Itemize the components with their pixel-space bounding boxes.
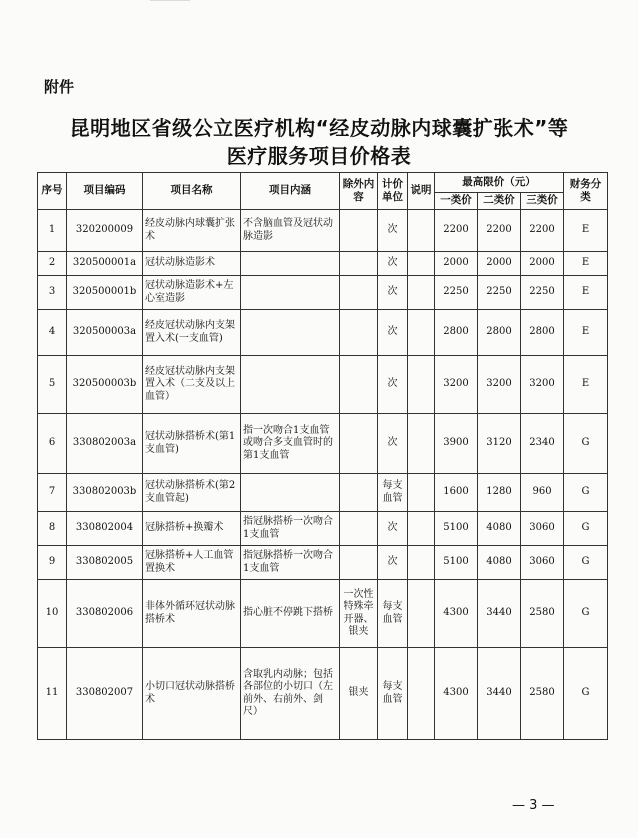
cell-code: 320200009 — [67, 210, 143, 252]
cell-price-class3: 2340 — [521, 414, 564, 474]
cell-price-class3: 960 — [521, 474, 564, 512]
cell-price-class3: 2250 — [521, 276, 564, 310]
cell-price-class3: 2580 — [521, 580, 564, 648]
cell-price-class1: 2200 — [435, 210, 478, 252]
cell-price-class3: 3060 — [521, 512, 564, 546]
cell-unit: 每支血管 — [378, 648, 408, 740]
cell-price-class2: 3200 — [478, 356, 521, 414]
cell-content — [241, 474, 340, 512]
table-row — [38, 546, 608, 580]
cell-finance: G — [564, 648, 608, 740]
header-max-price: 最高限价（元） — [435, 173, 564, 193]
table-row — [38, 580, 608, 648]
attachment-label: 附件 — [44, 78, 75, 96]
cell-price-class2: 3440 — [478, 648, 521, 740]
cell-content: 指一次吻合1支血管或吻合多支血管时的第1支血管 — [241, 414, 340, 474]
cell-content: 指心脏不停跳下搭桥 — [241, 580, 340, 648]
cell-finance: G — [564, 580, 608, 648]
cell-finance: E — [564, 276, 608, 310]
header-unit: 计价单位 — [378, 173, 408, 210]
cell-code: 320500003b — [67, 356, 143, 414]
cell-code: 330802007 — [67, 648, 143, 740]
cell-price-class3: 2200 — [521, 210, 564, 252]
cell-name: 冠脉搭桥+换瓣术 — [143, 512, 241, 546]
cell-unit: 次 — [378, 356, 408, 414]
cell-name: 冠状动脉造影术 — [143, 252, 241, 276]
price-table — [37, 172, 608, 740]
cell-name: 经皮冠状动脉内支架置入术(一支血管) — [143, 310, 241, 356]
cell-finance: E — [564, 210, 608, 252]
table-row — [38, 648, 608, 740]
cell-exclusion — [340, 546, 378, 580]
cell-price-class1: 4300 — [435, 648, 478, 740]
table-row — [38, 210, 608, 252]
cell-seq: 6 — [38, 414, 67, 474]
cell-exclusion: 一次性特殊牵开器、银夹 — [340, 580, 378, 648]
cell-exclusion — [340, 474, 378, 512]
cell-price-class2: 2800 — [478, 310, 521, 356]
cell-code: 320500003a — [67, 310, 143, 356]
header-content: 项目内涵 — [241, 173, 340, 210]
cell-name: 冠脉搭桥+人工血管置换术 — [143, 546, 241, 580]
cell-unit: 次 — [378, 310, 408, 356]
header-finance: 财务分类 — [564, 173, 608, 210]
cell-seq: 5 — [38, 356, 67, 414]
cell-price-class1: 3200 — [435, 356, 478, 414]
cell-name: 经皮冠状动脉内支架置入术（二支及以上血管） — [143, 356, 241, 414]
cell-exclusion: 银夹 — [340, 648, 378, 740]
cell-code: 330802003a — [67, 414, 143, 474]
cell-code: 330802003b — [67, 474, 143, 512]
cell-name: 冠状动脉搭桥术(第1支血管) — [143, 414, 241, 474]
cell-price-class3: 2800 — [521, 310, 564, 356]
table-row — [38, 276, 608, 310]
header-note: 说明 — [408, 173, 435, 210]
cell-note — [408, 474, 435, 512]
table-row — [38, 414, 608, 474]
header-class2: 二类价 — [478, 193, 521, 210]
cell-price-class2: 1280 — [478, 474, 521, 512]
cell-unit: 次 — [378, 546, 408, 580]
page-title-line1: 昆明地区省级公立医疗机构“经皮动脉内球囊扩张术”等 — [69, 116, 569, 140]
cell-seq: 7 — [38, 474, 67, 512]
cell-code: 330802006 — [67, 580, 143, 648]
cell-unit: 次 — [378, 252, 408, 276]
header-seq: 序号 — [38, 173, 67, 210]
cell-note — [408, 252, 435, 276]
cell-price-class3: 3060 — [521, 546, 564, 580]
cell-price-class2: 4080 — [478, 546, 521, 580]
cell-exclusion — [340, 414, 378, 474]
cell-seq: 3 — [38, 276, 67, 310]
cell-unit: 次 — [378, 276, 408, 310]
cell-exclusion — [340, 310, 378, 356]
header-class3: 三类价 — [521, 193, 564, 210]
cell-price-class1: 2250 — [435, 276, 478, 310]
cell-seq: 10 — [38, 580, 67, 648]
cell-finance: E — [564, 356, 608, 414]
cell-exclusion — [340, 276, 378, 310]
cell-seq: 1 — [38, 210, 67, 252]
cell-price-class3: 3200 — [521, 356, 564, 414]
cell-content: 含取乳内动脉；包括各部位的小切口（左前外、右前外、剑尺） — [241, 648, 340, 740]
cell-name: 冠状动脉搭桥术(第2支血管起) — [143, 474, 241, 512]
cell-name: 冠状动脉造影术+左心室造影 — [143, 276, 241, 310]
cell-content — [241, 310, 340, 356]
scan-fold-mark — [150, 0, 190, 7]
cell-content: 不含脑血管及冠状动脉造影 — [241, 210, 340, 252]
cell-content: 指冠脉搭桥一次吻合1支血管 — [241, 546, 340, 580]
cell-seq: 11 — [38, 648, 67, 740]
header-code: 项目编码 — [67, 173, 143, 210]
cell-exclusion — [340, 210, 378, 252]
cell-price-class2: 2200 — [478, 210, 521, 252]
cell-unit: 次 — [378, 512, 408, 546]
cell-finance: G — [564, 546, 608, 580]
cell-content — [241, 356, 340, 414]
cell-name: 非体外循环冠状动脉搭桥术 — [143, 580, 241, 648]
cell-seq: 9 — [38, 546, 67, 580]
cell-name: 经皮动脉内球囊扩张术 — [143, 210, 241, 252]
cell-price-class2: 2250 — [478, 276, 521, 310]
cell-note — [408, 546, 435, 580]
cell-price-class1: 3900 — [435, 414, 478, 474]
cell-note — [408, 414, 435, 474]
page-title-line2: 医疗服务项目价格表 — [226, 144, 412, 168]
table-row — [38, 252, 608, 276]
table-row — [38, 310, 608, 356]
cell-exclusion — [340, 356, 378, 414]
cell-finance: G — [564, 474, 608, 512]
cell-note — [408, 580, 435, 648]
cell-finance: G — [564, 414, 608, 474]
cell-finance: E — [564, 310, 608, 356]
cell-unit: 每支血管 — [378, 580, 408, 648]
cell-content — [241, 252, 340, 276]
cell-exclusion — [340, 512, 378, 546]
cell-name: 小切口冠状动脉搭桥术 — [143, 648, 241, 740]
cell-code: 330802005 — [67, 546, 143, 580]
cell-price-class1: 4300 — [435, 580, 478, 648]
header-exclusion: 除外内容 — [340, 173, 378, 210]
cell-finance: G — [564, 512, 608, 546]
cell-code: 330802004 — [67, 512, 143, 546]
cell-price-class1: 2000 — [435, 252, 478, 276]
page-number: — 3 — — [512, 798, 555, 813]
header-class1: 一类价 — [435, 193, 478, 210]
cell-note — [408, 648, 435, 740]
cell-price-class2: 3120 — [478, 414, 521, 474]
cell-note — [408, 276, 435, 310]
header-name: 项目名称 — [143, 173, 241, 210]
cell-price-class2: 3440 — [478, 580, 521, 648]
cell-price-class2: 2000 — [478, 252, 521, 276]
cell-price-class1: 5100 — [435, 512, 478, 546]
cell-content — [241, 276, 340, 310]
cell-seq: 2 — [38, 252, 67, 276]
table-row — [38, 356, 608, 414]
cell-exclusion — [340, 252, 378, 276]
cell-price-class1: 5100 — [435, 546, 478, 580]
cell-price-class1: 2800 — [435, 310, 478, 356]
cell-unit: 次 — [378, 414, 408, 474]
cell-note — [408, 210, 435, 252]
table-row — [38, 512, 608, 546]
cell-unit: 次 — [378, 210, 408, 252]
cell-code: 320500001b — [67, 276, 143, 310]
cell-unit: 每支血管 — [378, 474, 408, 512]
cell-note — [408, 356, 435, 414]
cell-note — [408, 310, 435, 356]
cell-content: 指冠脉搭桥一次吻合1支血管 — [241, 512, 340, 546]
cell-seq: 4 — [38, 310, 67, 356]
cell-seq: 8 — [38, 512, 67, 546]
cell-finance: E — [564, 252, 608, 276]
cell-price-class3: 2000 — [521, 252, 564, 276]
cell-price-class2: 4080 — [478, 512, 521, 546]
cell-code: 320500001a — [67, 252, 143, 276]
table-row — [38, 474, 608, 512]
cell-price-class1: 1600 — [435, 474, 478, 512]
cell-price-class3: 2580 — [521, 648, 564, 740]
cell-note — [408, 512, 435, 546]
